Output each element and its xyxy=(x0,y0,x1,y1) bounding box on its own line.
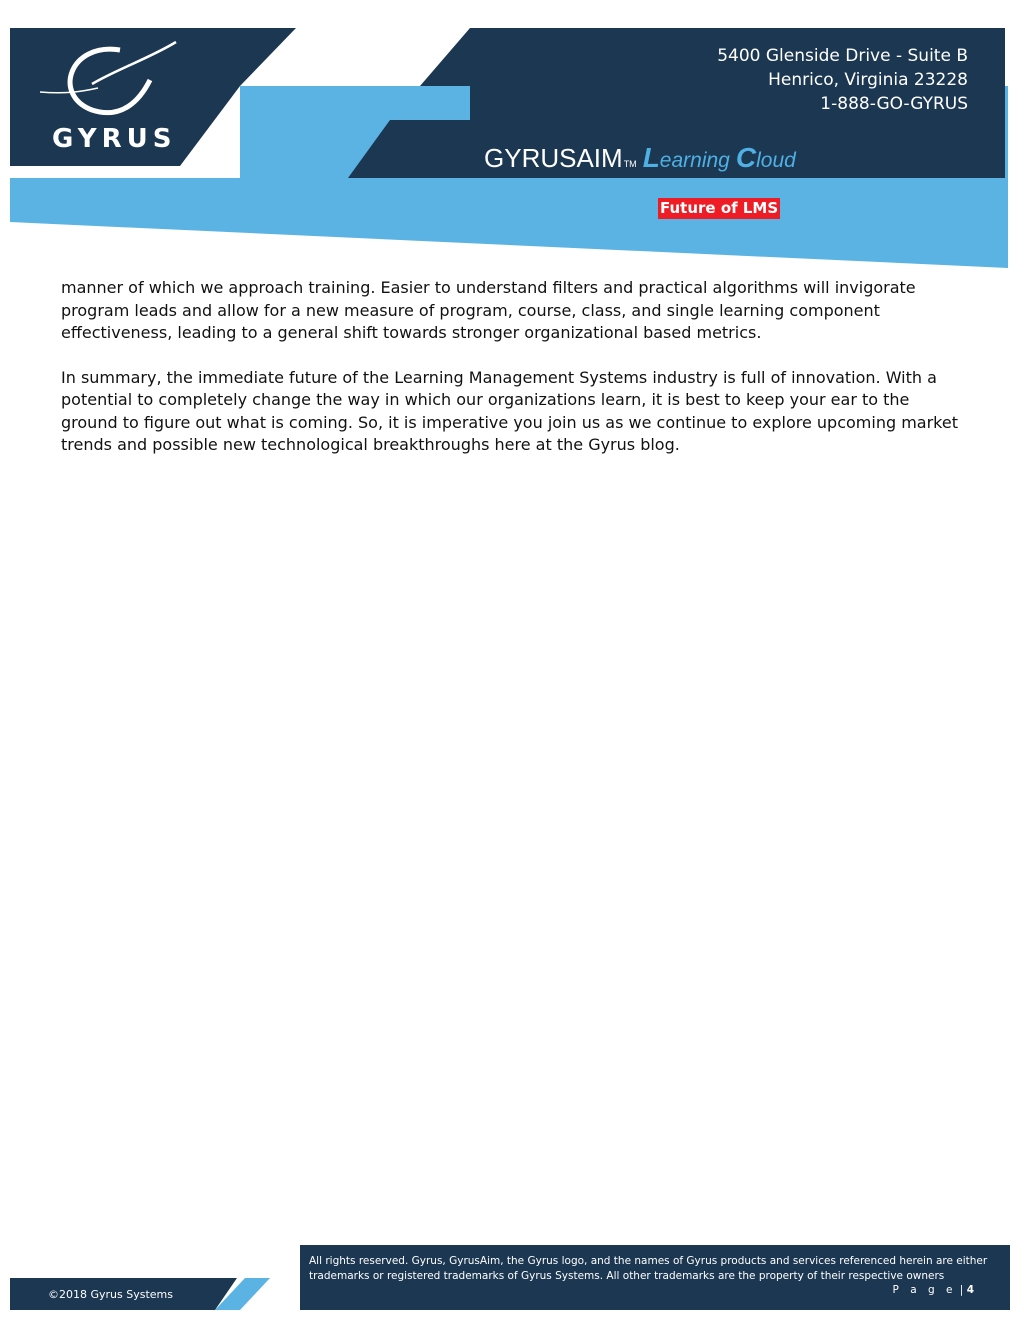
brand-word2-cap: C xyxy=(735,142,757,173)
page-header xyxy=(0,0,1024,275)
body-paragraph: In summary, the immediate future of the Learning Management Systems industry is full of innovation. With a potential to completely change the way in which our organizations learn, it is best to keep your ear to the ground to figure out what is coming. So, it is imperative you join us as we continue to explore upcoming market trends and possible new technological breakthroughs here at the Gyrus blog. xyxy=(61,367,958,454)
article-body xyxy=(61,277,966,479)
copyright-text: ©2018 Gyrus Systems xyxy=(48,1288,173,1301)
brand-word1-cap: L xyxy=(642,142,660,173)
page-number-value: 4 xyxy=(966,1284,974,1296)
topic-badge: Future of LMS xyxy=(660,199,779,217)
address-line-street: 5400 Glenside Drive - Suite B xyxy=(717,46,968,66)
logo-wordmark: GYRUS xyxy=(52,124,177,154)
page-separator: | xyxy=(959,1284,964,1296)
trademark-mark: TM xyxy=(623,159,637,169)
page-footer xyxy=(0,1245,1024,1325)
page-number xyxy=(893,1284,974,1296)
brand-title xyxy=(484,142,796,174)
address-line-city: Henrico, Virginia 23228 xyxy=(768,70,968,90)
brand-word2-rest: loud xyxy=(756,149,796,172)
address-line-phone: 1-888-GO-GYRUS xyxy=(820,94,968,114)
trademark-notice: All rights reserved. Gyrus, GyrusAim, the Gyrus logo, and the names of Gyrus products and services referenced herein are either trademarks or registered trademarks of Gyrus Systems. All other trademarks are the property of their respective owners xyxy=(309,1255,988,1282)
brand-name: GYRUSAIM xyxy=(484,143,623,173)
body-paragraph: manner of which we approach training. Easier to understand filters and practical algorithms will invigorate program leads and allow for a new measure of program, course, class, and single learning component effectiveness, leading to a general shift towards stronger organizational based metrics. xyxy=(61,278,916,342)
brand-word1-rest: earning xyxy=(659,149,730,172)
page-label: P a g e xyxy=(892,1284,957,1296)
company-address xyxy=(717,44,968,116)
